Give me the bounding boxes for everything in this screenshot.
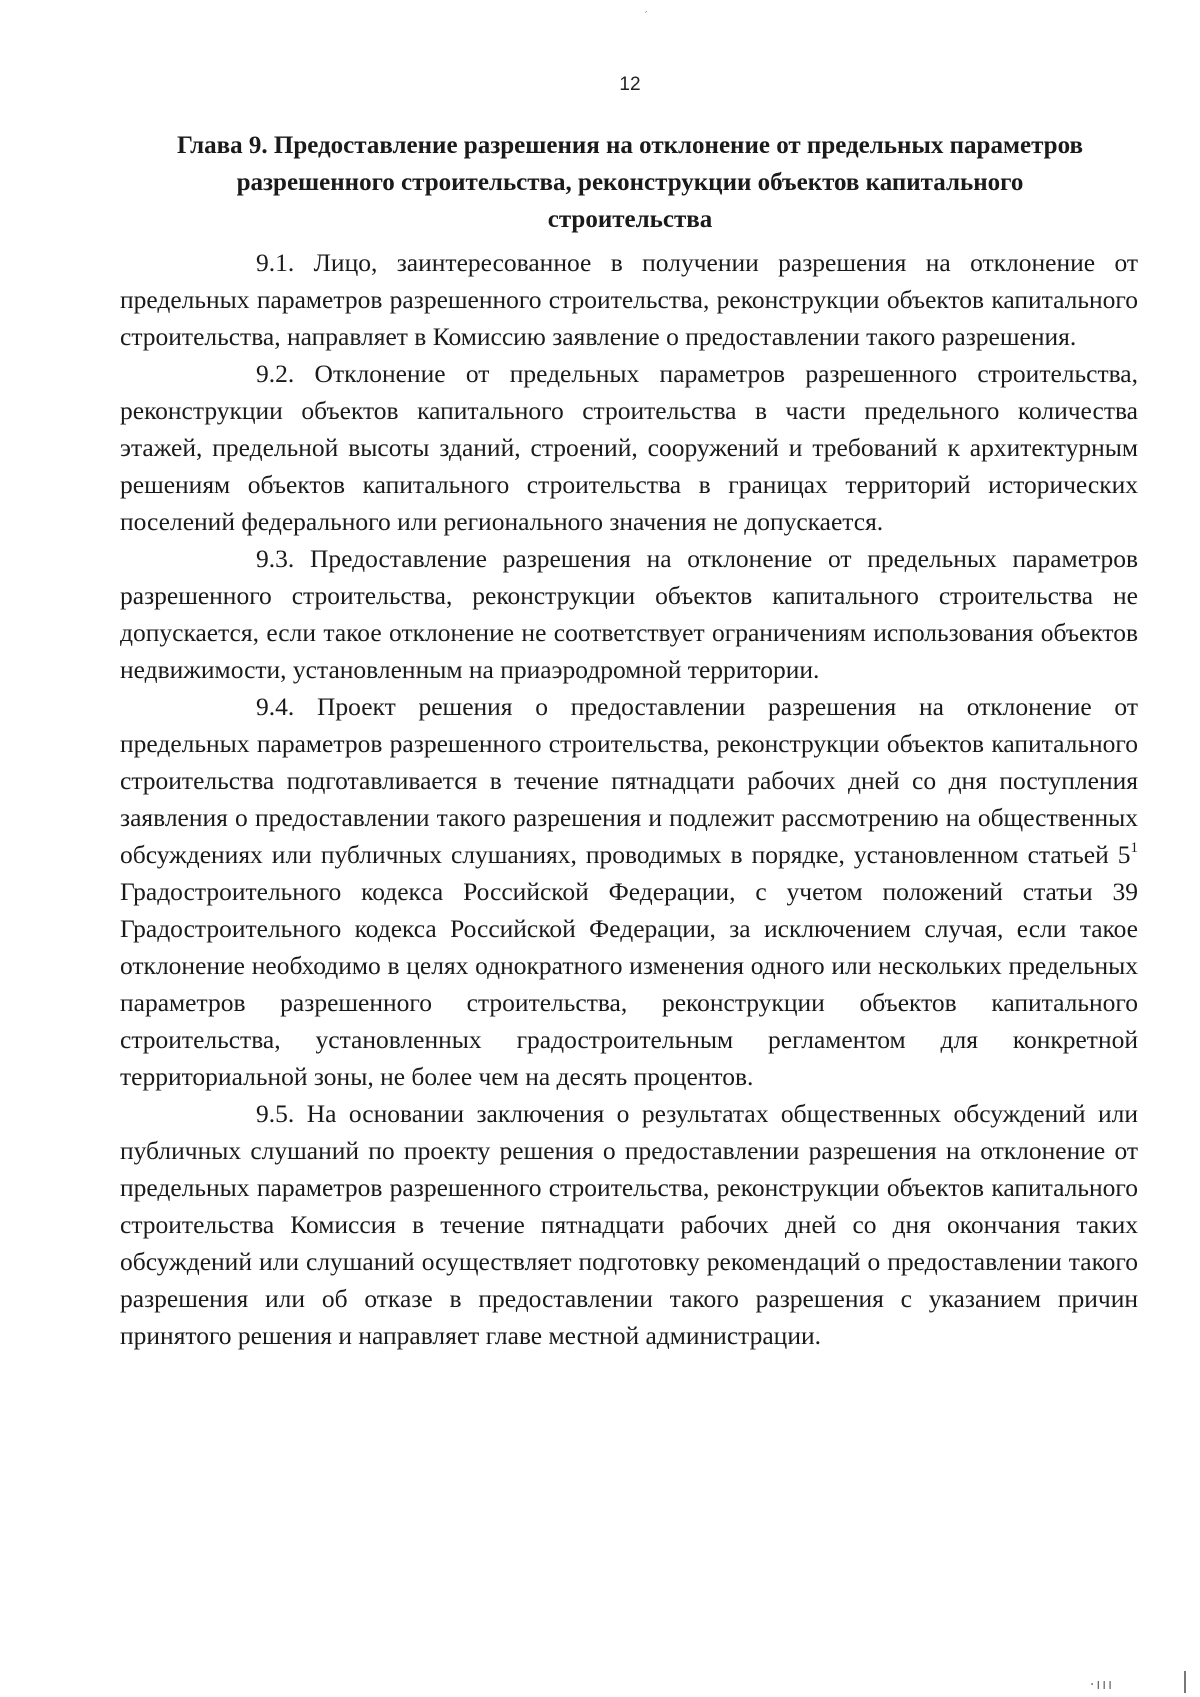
- paragraph-text-continued: Градостроительного кодекса Российской Федерации, с учетом положений статьи 39 Градостроительного кодекса Российской Федерации, за исключением случая, если такое отклонение необходимо в целях однократного изменения одного или нескольких предельных параметров разрешенного строительства, реконструкции объектов капитального строительства, установленных градостроительным регламентом для конкретной территориальной зоны, не более чем на десять процентов.: [120, 877, 1138, 1091]
- page-number: 12: [619, 74, 641, 95]
- paragraph-number: 9.4.: [256, 692, 295, 721]
- superscript-article-index: 1: [1130, 839, 1138, 856]
- paragraph-9-1: [120, 244, 1138, 355]
- paragraph-text: Предоставление разрешения на отклонение от предельных параметров разрешенного строительства, реконструкции объектов капитального строительства не допускается, если такое отклонение не соответствует ограничениям использования объектов недвижимости, установленным на приаэродромной территории.: [120, 544, 1139, 684]
- chapter-title: Глава 9. Предоставление разрешения на отклонение от предельных параметров разрешенного строительства, реконструкции объектов капитального строительства: [177, 132, 1083, 233]
- paragraph-number: 9.3.: [256, 544, 295, 573]
- paragraph-number: 9.5.: [256, 1099, 295, 1128]
- document-body: [120, 244, 1138, 1354]
- paragraph-9-5: [120, 1095, 1138, 1354]
- scan-artifact-mark: ·ııı: [1089, 1677, 1114, 1693]
- scan-artifact-mark: ′: [645, 10, 648, 21]
- paragraph-number: 9.1.: [256, 248, 295, 277]
- paragraph-text: Проект решения о предоставлении разрешения на отклонение от предельных параметров разрешенного строительства, реконструкции объектов капитального строительства подготавливается в течение пятнадцати рабочих дней со дня поступления заявления о предоставлении такого разрешения и подлежит рассмотрению на общественных обсуждениях или публичных слушаниях, проводимых в порядке, установленном статьей 5: [120, 692, 1138, 869]
- paragraph-9-4: [120, 688, 1138, 1095]
- paragraph-number: 9.2.: [256, 359, 295, 388]
- paragraph-9-2: [120, 355, 1138, 540]
- paragraph-text: На основании заключения о результатах общественных обсуждений или публичных слушаний по проекту решения о предоставлении разрешения на отклонение от предельных параметров разрешенного строительства, реконструкции объектов капитального строительства Комиссия в течение пятнадцати рабочих дней со дня окончания таких обсуждений или слушаний осуществляет подготовку рекомендаций о предоставлении такого разрешения или об отказе в предоставлении такого разрешения с указанием причин принятого решения и направляет главе местной администрации.: [120, 1099, 1138, 1350]
- scan-edge-line: [1184, 1671, 1186, 1693]
- paragraph-9-3: [120, 540, 1138, 688]
- paragraph-text: Отклонение от предельных параметров разрешенного строительства, реконструкции объектов капитального строительства в части предельного количества этажей, предельной высоты зданий, строений, сооружений и требований к архитектурным решениям объектов капитального строительства в границах территорий исторических поселений федерального или регионального значения не допускается.: [120, 359, 1138, 536]
- paragraph-text: Лицо, заинтересованное в получении разрешения на отклонение от предельных параметров разрешенного строительства, реконструкции объектов капитального строительства, направляет в Комиссию заявление о предоставлении такого разрешения.: [120, 248, 1139, 351]
